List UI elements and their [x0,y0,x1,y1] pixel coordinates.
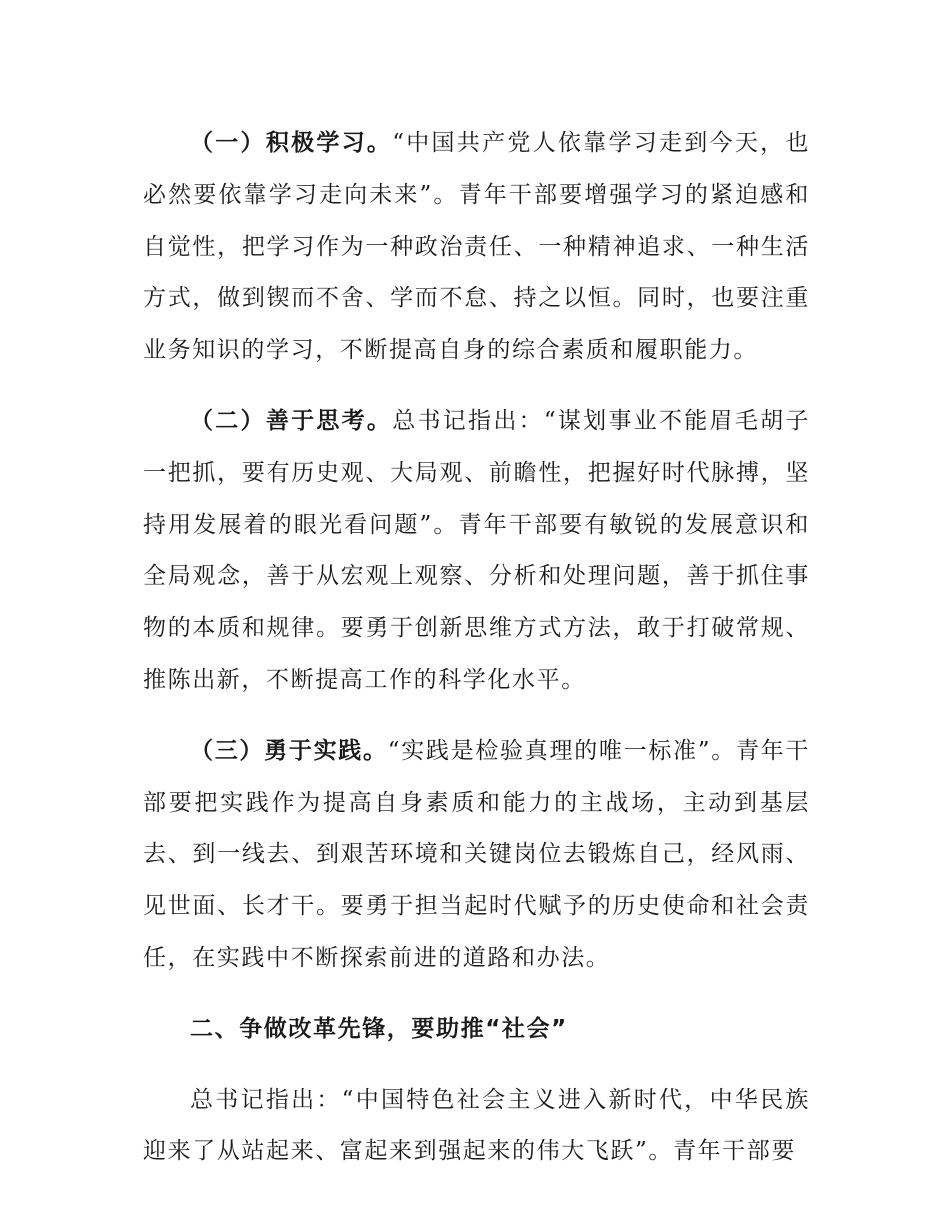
section-3-body: “实践是检验真理的唯一标准”。青年干部要把实践作为提高自身素质和能力的主战场，主动到基层去、到一线去、到艰苦环境和关键岗位去锻炼自己，经风雨、见世面、长才干。要勇于担当起时代赋予的历史使命和社会责任，在实践中不断探索前进的道路和办法。 [143,737,810,971]
section-2-title: （二）善于思考。 [190,407,393,434]
section-3-paragraph [143,726,810,985]
section-3-title: （三）勇于实践。 [190,737,388,764]
section-2-body: 总书记指出：“谋划事业不能眉毛胡子一把抓，要有历史观、大局观、前瞻性，把握好时代脉搏，坚持用发展着的眼光看问题”。青年干部要有敏锐的发展意识和全局观念，善于从宏观上观察、分析和处理问题，善于抓住事物的本质和规律。要勇于创新思维方式方法，敢于打破常规、推陈出新，不断提高工作的科学化水平。 [143,407,810,693]
section-1-body: “中国共产党人依靠学习走到今天，也必然要依靠学习走向未来”。青年干部要增强学习的紧迫感和自觉性，把学习作为一种政治责任、一种精神追求、一种生活方式，做到锲而不舍、学而不怠、持之以恒。同时，也要注重业务知识的学习，不断提高自身的综合素质和履职能力。 [143,130,810,364]
chapter-2-heading: 二、争做改革先锋，要助推“社会” [190,1015,568,1042]
section-2-paragraph [143,396,810,707]
section-1-paragraph [143,118,810,377]
closing-paragraph: 总书记指出：“中国特色社会主义进入新时代，中华民族迎来了从站起来、富起来到强起来的伟大飞跃”。青年干部要 [143,1086,810,1165]
document-page [143,118,810,1197]
section-1-title: （一）积极学习。 [190,130,393,156]
